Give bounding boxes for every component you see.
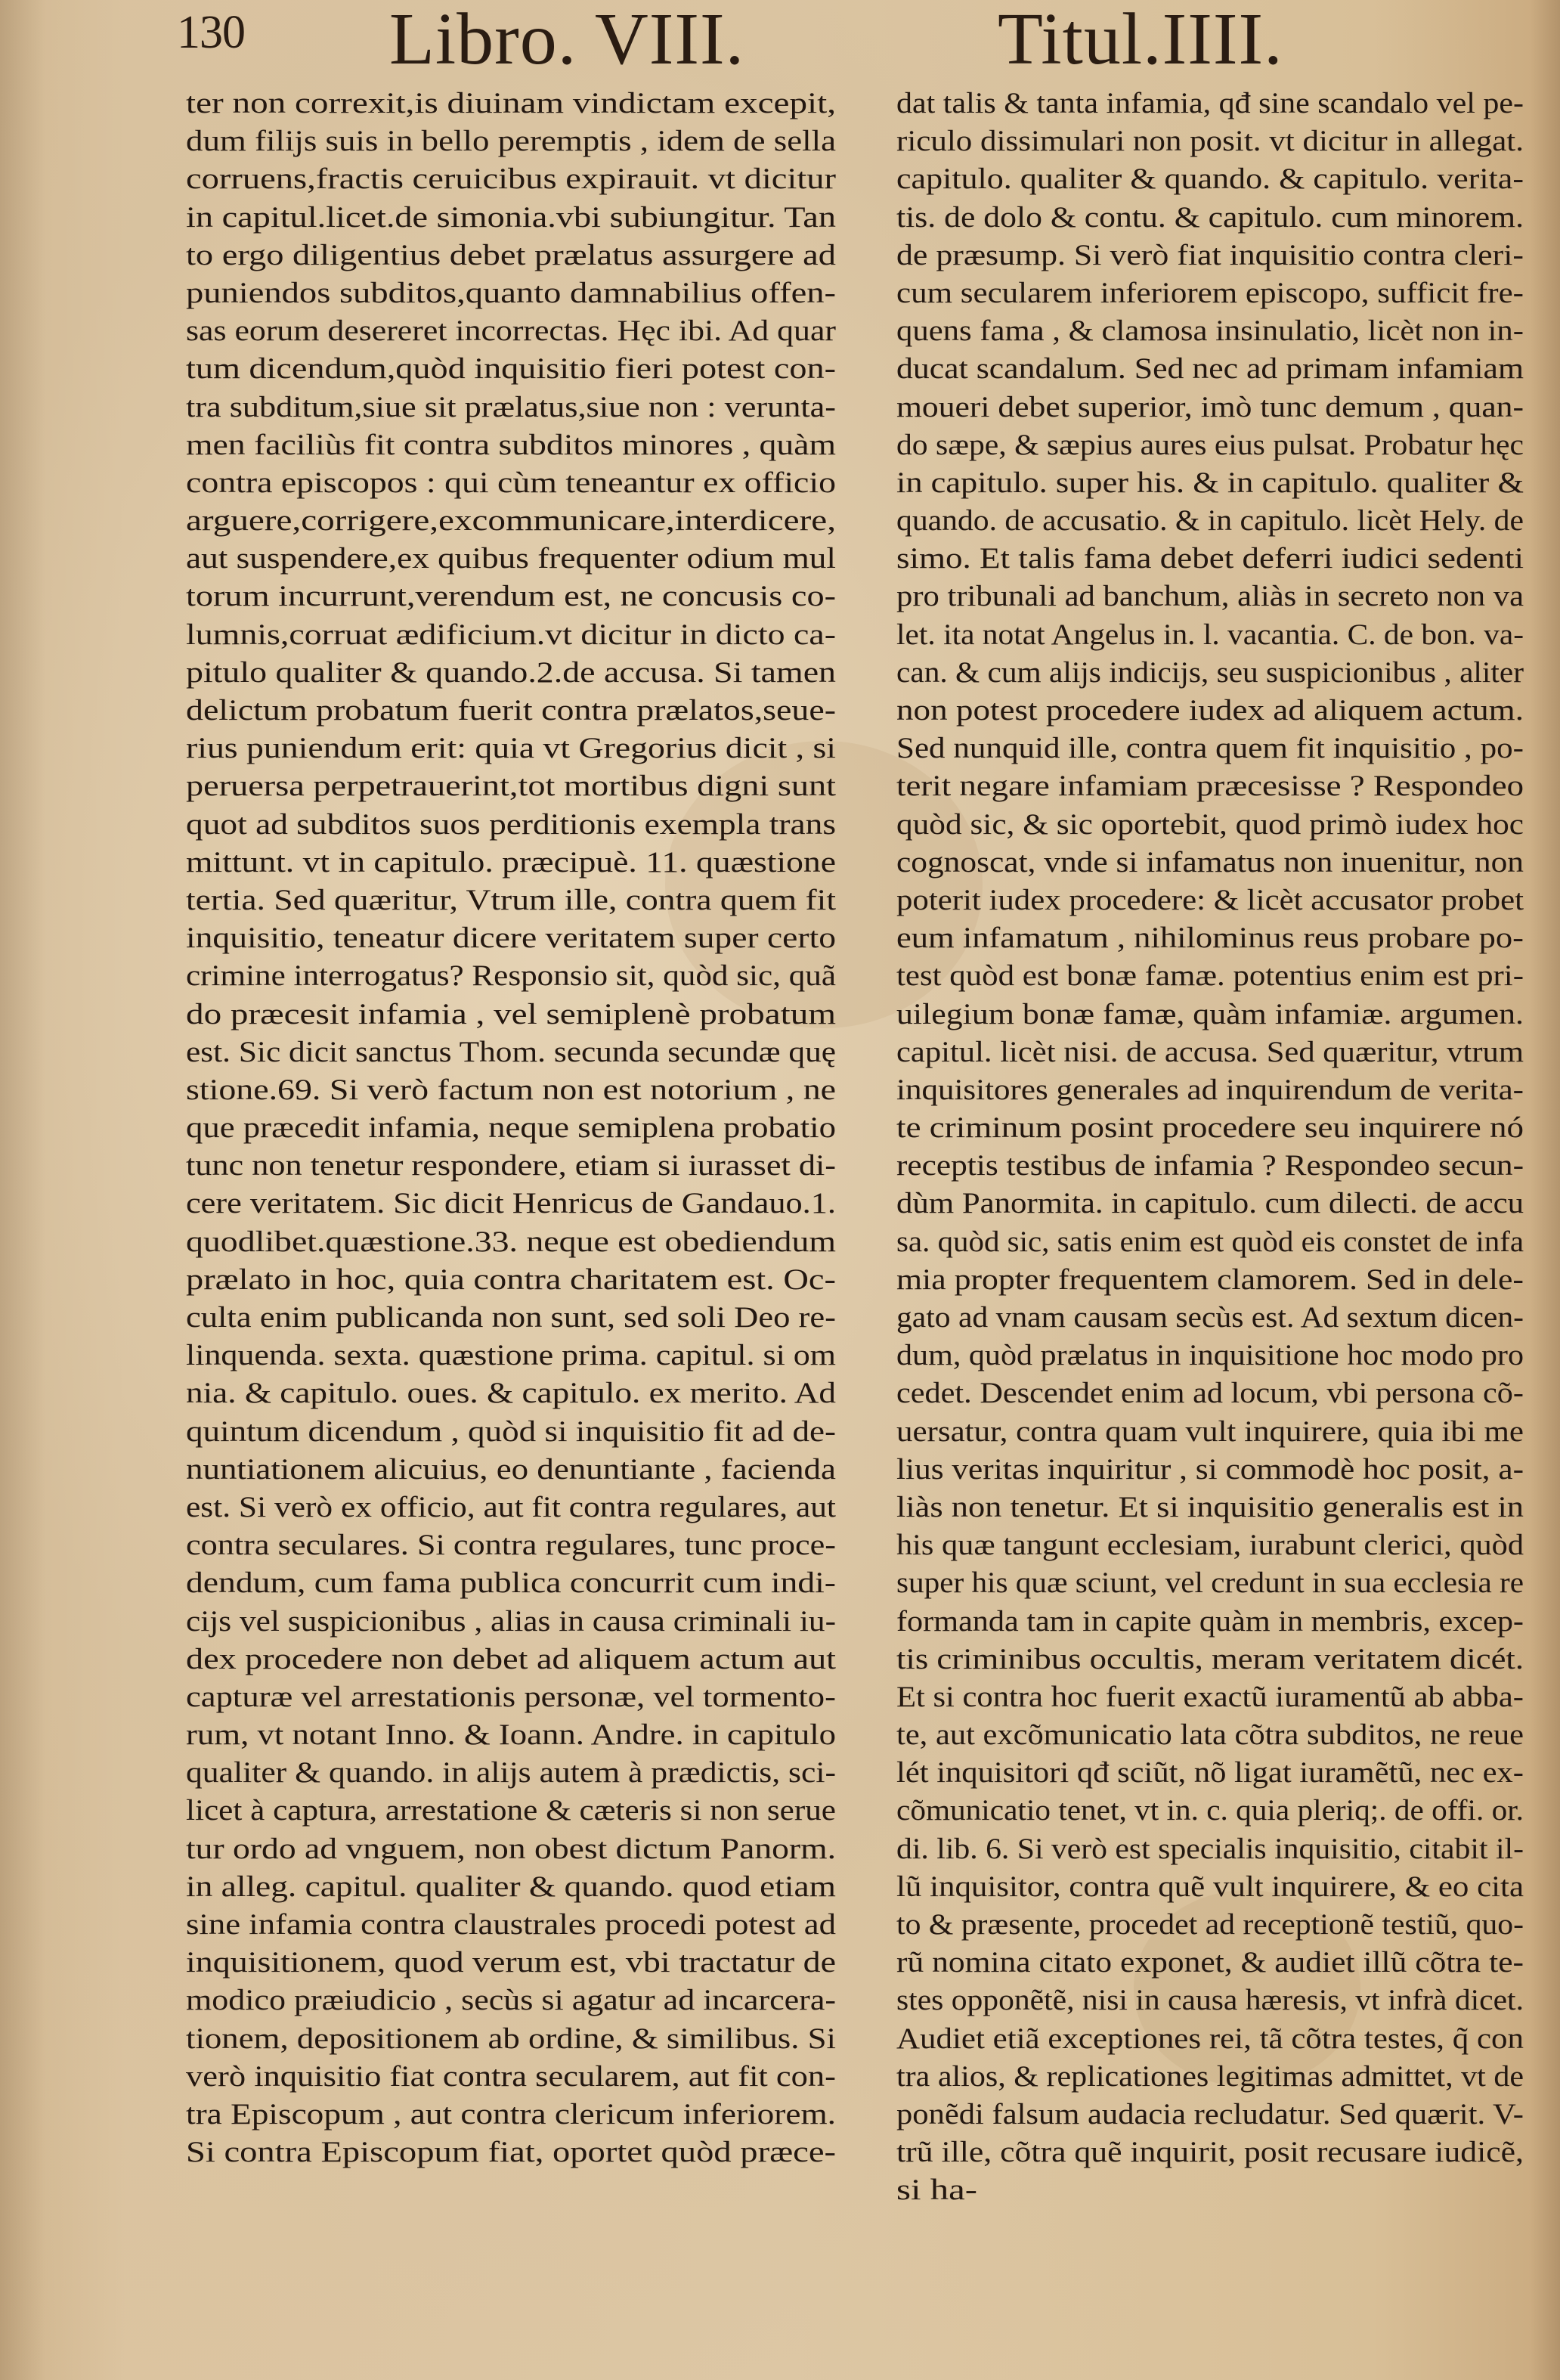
text-line: inquisitionem, quod verum est, vbi tractatur de [186,1946,836,1979]
text-line: ducat scandalum. Sed nec ad primam infamiam [896,352,1524,386]
text-line: lũ inquisitor, contra quẽ vult inquirere, & eo cita [896,1870,1524,1903]
text-line: super his quæ sciunt, vel credunt in sua ecclesia re [896,1567,1524,1600]
right-text-column [896,85,1531,2210]
text-line: tertia. Sed quæritur, Vtrum ille, contra quem fit [186,883,836,916]
text-line: capturæ vel arrestationis personæ, vel tormento- [186,1680,836,1713]
text-line: moueri debet superior, imò tunc demum , quan- [896,390,1524,423]
text-line: to & præsente, procedet ad receptionẽ testiũ, quo- [896,1908,1524,1941]
text-line: inquisitores generales ad inquirendum de verita- [896,1073,1524,1106]
text-line: puniendos subditos,quanto damnabilius offen- [186,276,836,309]
text-line: riculo dissimulari non posit. vt dicitur in allegat. [896,125,1524,158]
text-line: test quòd est bonæ famæ. potentius enim est pri- [896,959,1524,993]
running-head-book: Libro. VIII. [389,0,745,80]
text-line: rũ nomina citato exponet, & audiet illũ cõtra te- [896,1946,1524,1979]
text-line: men faciliùs fit contra subditos minores , quàm [186,428,836,461]
text-line: de præsump. Si verò fiat inquisitio contra cleri- [896,238,1524,271]
text-line: lét inquisitori qđ sciũt, nõ ligat iuramẽtũ, nec ex- [896,1756,1524,1790]
text-line: linquenda. sexta. quæstione prima. capitul. si om [186,1339,836,1372]
text-line: in capitul.licet.de simonia.vbi subiungitur. Tan [186,200,836,234]
text-line: prælato in hoc, quia contra charitatem est. Oc- [186,1263,836,1296]
text-line: tur ordo ad vnguem, non obest dictum Panorm. [186,1832,836,1865]
text-line: que præcedit infamia, neque semiplena probatio [186,1111,836,1145]
text-line: non potest procedere iudex ad aliquem actum. [896,694,1524,727]
text-line: dat talis & tanta infamia, qđ sine scandalo vel pe- [896,87,1524,119]
text-line: capitul. licèt nisi. de accusa. Sed quæritur, vtrum [896,1035,1524,1068]
text-line: sa. quòd sic, satis enim est quòd eis constet de infa [896,1225,1524,1258]
text-line: modico præiudicio , secùs si agatur ad incarcera- [186,1984,836,2017]
text-line: liàs non tenetur. Et si inquisitio generalis est in [896,1490,1524,1523]
text-line: torum incurrunt,verendum est, ne concusis co- [186,580,836,613]
text-line: nuntiationem alicuius, eo denuntiante , facienda [186,1452,836,1486]
folio-number: 130 [177,7,245,58]
text-line: nia. & capitulo. oues. & capitulo. ex merito. Ad [186,1377,836,1410]
text-line: quodlibet.quæstione.33. neque est obediendum [186,1225,836,1258]
text-line: dendum, cum fama publica concurrit cum indi- [186,1567,836,1600]
text-line: culta enim publicanda non sunt, sed soli Deo re- [186,1301,836,1334]
text-line: arguere,corrigere,excommunicare,interdicere, [186,504,836,538]
running-head-title: Titul.IIII. [998,0,1283,80]
text-line: cere veritatem. Sic dicit Henricus de Gandauo.1. [186,1187,836,1220]
text-line: crimine interrogatus? Responsio sit, quòd sic, quã [186,959,836,993]
text-line: cum secularem inferiorem episcopo, sufficit fre- [896,276,1524,309]
text-line: cijs vel suspicionibus , alias in causa criminali iu- [186,1604,836,1638]
text-line: pro tribunali ad banchum, aliàs in secreto non va [896,580,1524,613]
text-line: delictum probatum fuerit contra prælatos,seue- [186,694,836,727]
text-line: poterit iudex procedere: & licèt accusator probet [896,883,1524,916]
text-line: aut suspendere,ex quibus frequenter odium mul [186,542,836,575]
text-line: terit negare infamiam præcesisse ? Respondeo [896,770,1524,803]
text-line: peruersa perpetrauerint,tot mortibus digni sunt [186,770,836,803]
text-line: quens fama , & clamosa insinulatio, licèt non in- [896,315,1524,348]
text-line: dùm Panormita. in capitulo. cum dilecti. de accu [896,1187,1524,1220]
text-line: his quæ tangunt ecclesiam, iurabunt clerici, quòd [896,1529,1524,1562]
text-line: sas eorum desereret incorrectas. Hęc ibi. Ad quar [186,315,836,348]
text-line: quando. de accusatio. & in capitulo. licèt Hely. de [896,504,1524,538]
text-line: tum dicendum,quòd inquisitio fieri potest con- [186,352,836,386]
text-line: Si contra Episcopum fiat, oportet quòd præce- [186,2136,836,2169]
text-line: te, aut excõmunicatio lata cõtra subditos, ne reue [896,1718,1524,1752]
text-line: trũ ille, cõtra quẽ inquirit, posit recusare iudicẽ, [896,2136,1524,2169]
text-line: verò inquisitio fiat contra secularem, aut fit con- [186,2059,836,2093]
text-line: stione.69. Si verò factum non est notorium , ne [186,1073,836,1106]
text-line: tis. de dolo & contu. & capitulo. cum minorem. [896,200,1524,234]
text-line: lumnis,corruat ædificium.vt dicitur in dicto ca- [186,618,836,651]
text-line: tra alios, & replicationes legitimas admittet, vt de [896,2059,1524,2093]
text-line: dum filijs suis in bello peremptis , idem de sella [186,125,836,158]
text-line: dum, quòd prælatus in inquisitione hoc modo pro [896,1339,1524,1372]
text-line: Sed nunquid ille, contra quem fit inquisitio , po- [896,732,1524,765]
text-line: cedet. Descendet enim ad locum, vbi persona cõ- [896,1377,1524,1410]
page-edge-shadow [1530,0,1560,2380]
left-text-column [186,85,851,2171]
text-line: in alleg. capitul. qualiter & quando. quod etiam [186,1870,836,1903]
text-line: gato ad vnam causam secùs est. Ad sextum dicen- [896,1301,1524,1334]
text-line: do præcesit infamia , vel semiplenè probatum [186,997,836,1030]
text-line: capitulo. qualiter & quando. & capitulo. verita- [896,163,1524,196]
text-line: est. Sic dicit sanctus Thom. secunda secundæ quę [186,1035,836,1068]
text-line: tionem, depositionem ab ordine, & similibus. Si [186,2022,836,2055]
text-line: tra subditum,siue sit prælatus,siue non : verunta- [186,390,836,423]
text-line: mittunt. vt in capitulo. præcipuè. 11. quæstione [186,845,836,879]
text-line: lius veritas inquiritur , si commodè hoc posit, a- [896,1452,1524,1486]
text-line: ter non correxit,is diuinam vindictam excepit, [186,87,836,119]
text-line: mia propter frequentem clamorem. Sed in dele- [896,1263,1524,1296]
text-line: corruens,fractis ceruicibus expirauit. vt dicitur [186,163,836,196]
text-line: contra episcopos : qui cùm teneantur ex officio [186,466,836,499]
text-line: quòd sic, & sic oportebit, quod primò iudex hoc [896,807,1524,841]
text-line: uersatur, contra quam vult inquirere, quia ibi me [896,1415,1524,1448]
text-line: te criminum posint procedere seu inquirere nó [896,1111,1524,1145]
text-line: simo. Et talis fama debet deferri iudici sedenti [896,542,1524,575]
text-line: cognoscat, vnde si infamatus non inuenitur, non [896,845,1524,879]
text-line: tis criminibus occultis, meram veritatem dicét. [896,1642,1524,1675]
text-line: di. lib. 6. Si verò est specialis inquisitio, citabit il- [896,1832,1524,1865]
text-line: tunc non tenetur respondere, etiam si iurasset di- [186,1149,836,1182]
text-line: can. & cum alijs indicijs, seu suspicionibus , aliter [896,655,1524,689]
text-line: ponẽdi falsum audacia recludatur. Sed quærit. V- [896,2097,1524,2131]
text-line: rius puniendum erit: quia vt Gregorius dicit , si [186,732,836,765]
text-line: pitulo qualiter & quando.2.de accusa. Si tamen [186,655,836,689]
text-line: tra Episcopum , aut contra clericum inferiorem. [186,2097,836,2131]
text-line: sine infamia contra claustrales procedi potest ad [186,1908,836,1941]
text-line: let. ita notat Angelus in. l. vacantia. C. de bon. va- [896,618,1524,651]
text-line: inquisitio, teneatur dicere veritatem super certo [186,922,836,955]
text-line: est. Si verò ex officio, aut fit contra regulares, aut [186,1490,836,1523]
text-line: contra seculares. Si contra regulares, tunc proce- [186,1529,836,1562]
text-line: dex procedere non debet ad aliquem actum aut [186,1642,836,1675]
text-line: quintum dicendum , quòd si inquisitio fit ad de- [186,1415,836,1448]
text-line: to ergo diligentius debet prælatus assurgere ad [186,238,836,271]
text-line: eum infamatum , nihilominus reus probare po- [896,922,1524,955]
text-line: rum, vt notant Inno. & Ioann. Andre. in capitulo [186,1718,836,1752]
text-line: qualiter & quando. in alijs autem à prædictis, sci- [186,1756,836,1790]
text-line: formanda tam in capite quàm in membris, excep- [896,1604,1524,1638]
text-line: do sæpe, & sæpius aures eius pulsat. Probatur hęc [896,428,1524,461]
page-header [0,0,1560,80]
text-line: licet à captura, arrestatione & cæteris si non serue [186,1794,836,1827]
text-line: si ha- [896,2174,977,2207]
text-line: Audiet etiã exceptiones rei, tã cõtra testes, q̃ con [896,2022,1524,2055]
text-line: stes opponẽtẽ, nisi in causa hæresis, vt infrà dicet. [896,1984,1524,2017]
text-line: cõmunicatio tenet, vt in. c. quia pleriq;. de offi. or. [896,1794,1524,1827]
text-line: uilegium bonæ famæ, quàm infamiæ. argumen. [896,997,1524,1030]
text-line: Et si contra hoc fuerit exactũ iuramentũ ab abba- [896,1680,1524,1713]
text-line: receptis testibus de infamia ? Respondeo secun- [896,1149,1524,1182]
gutter-shadow [0,0,45,2380]
text-line: quot ad subditos suos perditionis exempla trans [186,807,836,841]
text-line: in capitulo. super his. & in capitulo. qualiter & [896,466,1524,499]
